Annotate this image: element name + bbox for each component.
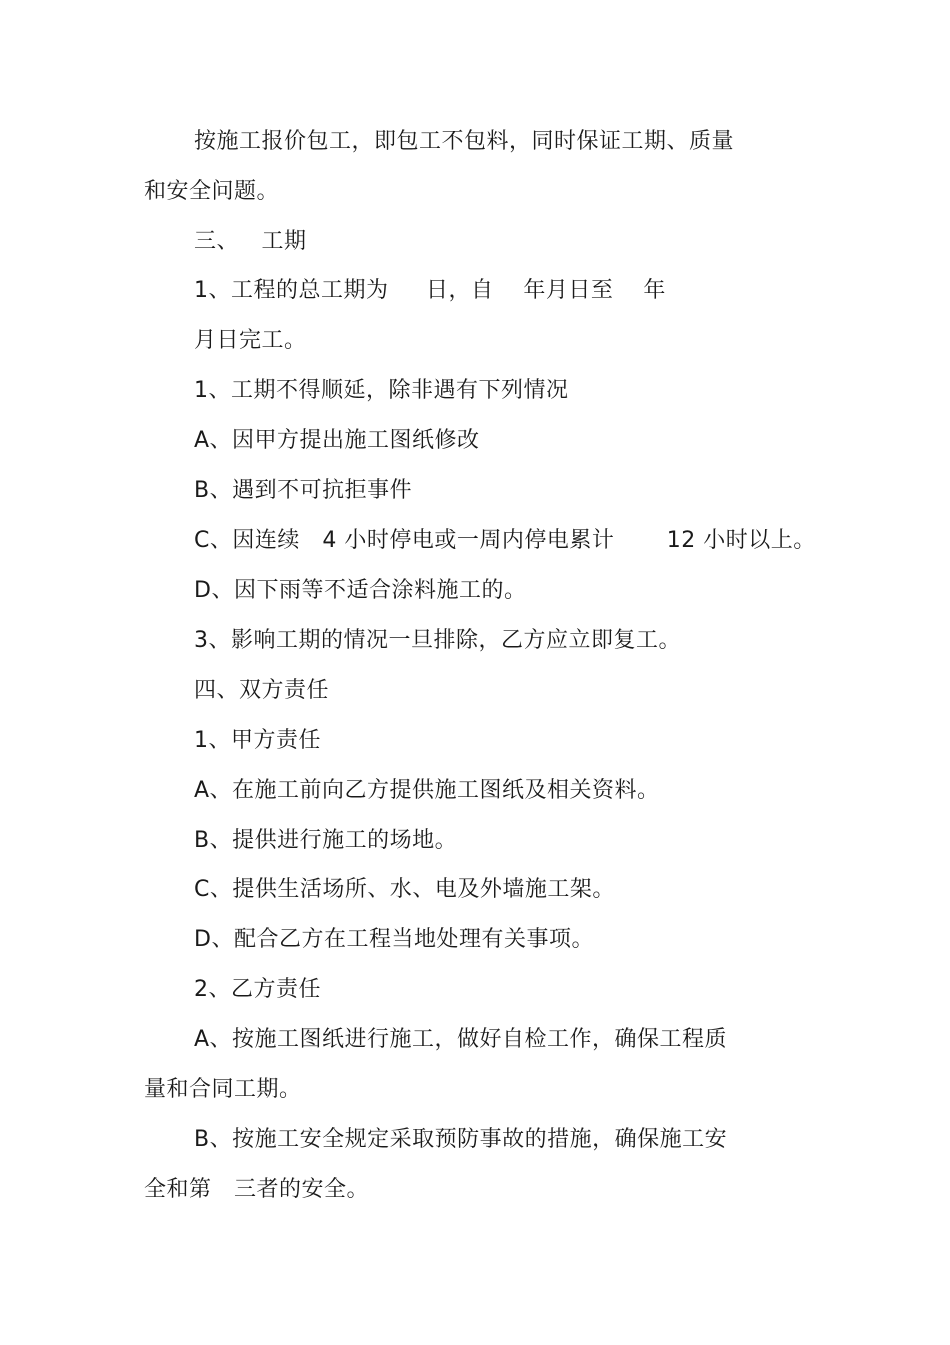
list-item: A、因甲方提出施工图纸修改 xyxy=(194,428,480,453)
section-heading: 三、 工期 xyxy=(194,229,307,254)
paragraph-line: 1、工程的总工期为 日，自 年月日至 年 xyxy=(194,278,666,303)
list-item: B、按施工安全规定采取预防事故的措施，确保施工安 xyxy=(194,1127,728,1152)
list-item: B、遇到不可抗拒事件 xyxy=(194,478,413,503)
list-item: A、在施工前向乙方提供施工图纸及相关资料。 xyxy=(194,778,660,803)
paragraph-line: 和安全问题。 xyxy=(144,179,280,204)
paragraph-line: 月日完工。 xyxy=(194,328,307,353)
subsection-heading: 1、甲方责任 xyxy=(194,728,321,753)
paragraph-line: 量和合同工期。 xyxy=(144,1077,302,1102)
section-heading: 四、双方责任 xyxy=(194,678,330,703)
list-item: D、配合乙方在工程当地处理有关事项。 xyxy=(194,927,594,952)
subsection-heading: 2、乙方责任 xyxy=(194,977,321,1002)
paragraph-line: 3、影响工期的情况一旦排除，乙方应立即复工。 xyxy=(194,628,681,653)
list-item: C、提供生活场所、水、电及外墙施工架。 xyxy=(194,877,615,902)
list-item: C、因连续 4 小时停电或一周内停电累计 12 小时以上。 xyxy=(194,528,816,553)
list-item: A、按施工图纸进行施工，做好自检工作，确保工程质 xyxy=(194,1027,728,1052)
paragraph-line: 1、工期不得顺延，除非遇有下列情况 xyxy=(194,378,569,403)
list-item: D、因下雨等不适合涂料施工的。 xyxy=(194,578,527,603)
paragraph-line: 全和第 三者的安全。 xyxy=(144,1177,369,1202)
paragraph-line: 按施工报价包工，即包工不包料，同时保证工期、质量 xyxy=(194,129,735,154)
list-item: B、提供进行施工的场地。 xyxy=(194,828,458,853)
